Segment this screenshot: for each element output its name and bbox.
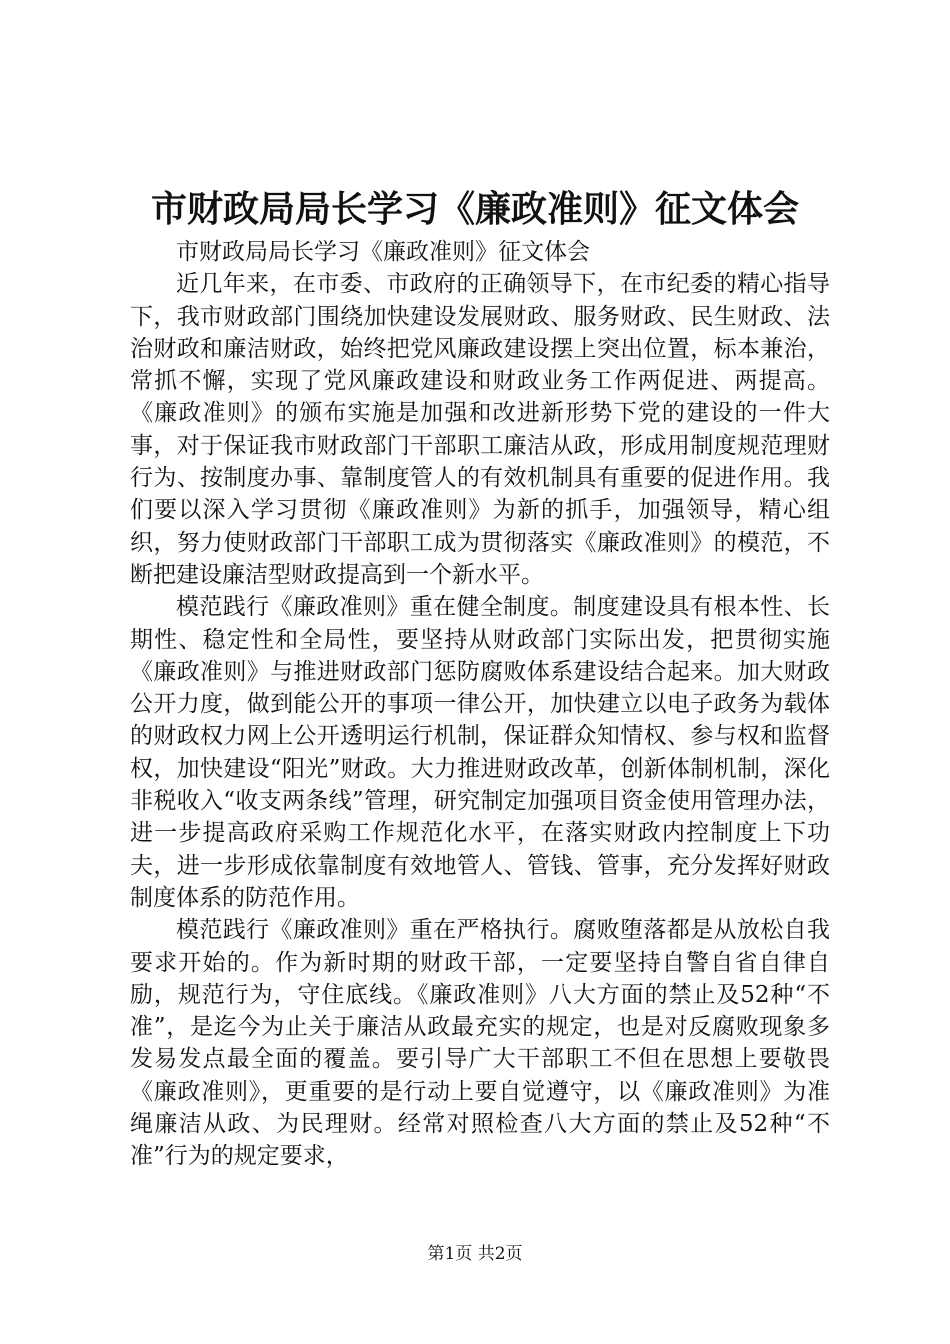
paragraph-1: 近几年来，在市委、市政府的正确领导下，在市纪委的精心指导下，我市财政部门围绕加快建设发展财政、服务财政、民生财政、法治财政和廉洁财政，始终把党风廉政建设摆上突出位置，标本兼治，常抓不懈，实现了党风廉政建设和财政业务工作两促进、两提高。《廉政准则》的颁布实施是加强和改进新形势下党的建设的一件大事，对于保证我市财政部门干部职工廉洁从政，形成用制度规范理财行为、按制度办事、靠制度管人的有效机制具有重要的促进作用。我们要以深入学习贯彻《廉政准则》为新的抓手，加强领导，精心组织，努力使财政部门干部职工成为贯彻落实《廉政准则》的模范，不断把建设廉洁型财政提高到一个新水平。 bbox=[130, 271, 830, 588]
document-title: 市财政局局长学习《廉政准则》征文体会 bbox=[150, 188, 799, 230]
paragraph-2: 模范践行《廉政准则》重在健全制度。制度建设具有根本性、长期性、稳定性和全局性，要坚持从财政部门实际出发，把贯彻实施《廉政准则》与推进财政部门惩防腐败体系建设结合起来。加大财政公开力度，做到能公开的事项一律公开，加快建立以电子政务为载体的财政权力网上公开透明运行机制，保证群众知情权、参与权和监督权，加快建设“阳光”财政。大力推进财政改革，创新体制机制，深化非税收入“收支两条线”管理，研究制定加强项目资金使用管理办法，进一步提高政府采购工作规范化水平，在落实财政内控制度上下功夫，进一步形成依靠制度有效地管人、管钱、管事，充分发挥好财政制度体系的防范作用。 bbox=[130, 594, 830, 911]
page-footer: 第1页 共2页 bbox=[427, 1244, 523, 1264]
paragraph-3: 模范践行《廉政准则》重在严格执行。腐败堕落都是从放松自我要求开始的。作为新时期的财政干部，一定要坚持自警自省自律自励，规范行为，守住底线。《廉政准则》八大方面的禁止及52种“不准”，是迄今为止关于廉洁从政最充实的规定，也是对反腐败现象多发易发点最全面的覆盖。要引导广大干部职工不但在思想上要敬畏《廉政准则》，更重要的是行动上要自觉遵守，以《廉政准则》为准绳廉洁从政、为民理财。经常对照检查八大方面的禁止及52种“不准”行为的规定要求， bbox=[130, 917, 830, 1170]
document-body bbox=[130, 236, 830, 1173]
document-subtitle: 市财政局局长学习《廉政准则》征文体会 bbox=[176, 239, 590, 265]
